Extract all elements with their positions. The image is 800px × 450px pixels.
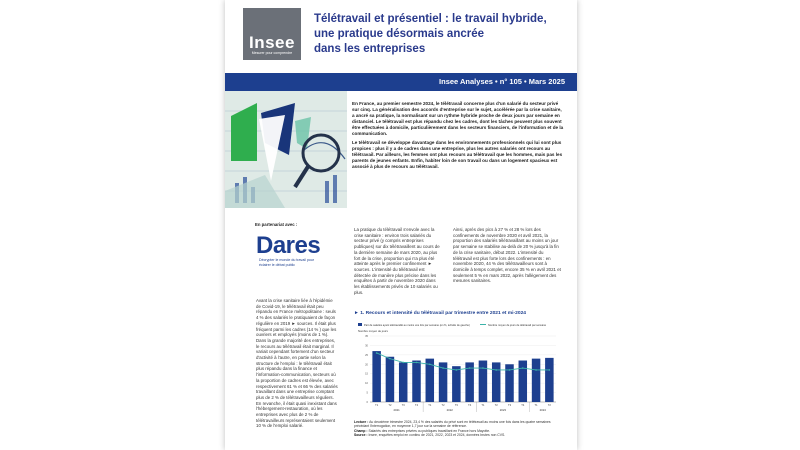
days-point bbox=[549, 369, 551, 371]
abstract-paragraph: Le télétravail se développe davantage dans les environnements professionnels qui lui sont plus propices : plus il y a de cadres dans une entreprise, plus les autres salariés ont recours au télétravail. Par ailleurs, les femmes ont plus recours au télétravail que les hommes, mais pas les parents de jeunes enfants. Enfin, habiter loin de son travail ou dans un logement spacieux est associé à plus de recours au télétravail. bbox=[352, 140, 563, 169]
days-point bbox=[535, 369, 537, 371]
legend-entry: Part de salariés ayant télétravaillé au moins une fois par semaine (en %, échelle de gauche) bbox=[364, 324, 470, 327]
y-tick-label: 20 bbox=[365, 363, 368, 367]
x-tick-label: T1 bbox=[375, 404, 379, 407]
x-tick-label: T1 bbox=[481, 404, 485, 407]
x-tick-label: T4 bbox=[521, 404, 525, 407]
x-tick-label: T2 bbox=[494, 404, 498, 407]
bar bbox=[492, 362, 501, 402]
bar bbox=[545, 358, 554, 402]
note-lecture-text: Au deuxième trimestre 2024, 23,4 % des salariés du privé sont en télétravail au moins une fois dans les quatre semaines précédant l'interrogation, en moyenne 1,7 jour sur la semaine de référence. bbox=[354, 420, 551, 429]
bar bbox=[479, 361, 488, 402]
note-source-label: Source : bbox=[354, 432, 368, 437]
x-tick-label: T3 bbox=[454, 404, 458, 407]
bar bbox=[452, 366, 461, 402]
y-tick-label: 30 bbox=[365, 344, 368, 348]
y-tick-label: 10 bbox=[365, 382, 368, 386]
title-line: Télétravail et présentiel : le travail hybride, bbox=[314, 13, 547, 25]
chart-notes bbox=[354, 420, 564, 437]
days-point bbox=[389, 358, 391, 360]
chart-title: ► 1. Recours et intensité du télétravail par trimestre entre 2021 et mi-2024 bbox=[354, 311, 527, 316]
title-line: dans les entreprises bbox=[314, 43, 426, 55]
days-point bbox=[376, 352, 378, 354]
days-point bbox=[442, 367, 444, 369]
body-column-3: Ainsi, après des pics à 27 % et 28 % lors des confinements de novembre 2020 et avril 2021, la proportion des salariés télétravaillant au moins un jour par semaine se stabilise au-delà de 20 % jusqu'à la fin de la crise sanitaire, début 2022. L'intensité du télétravail est plus forte lors des confinements : en novembre 2020, 44 % des télétravailleurs sont à domicile à temps complet, encore 35 % en avril 2021 et seulement 5 % en mars 2022, après l'allègement des mesures sanitaires. bbox=[453, 227, 561, 284]
x-tick-label: T2 bbox=[441, 404, 445, 407]
hero-graphic bbox=[225, 91, 347, 208]
insee-logo bbox=[243, 8, 301, 60]
x-tick-label: T4 bbox=[414, 404, 419, 407]
bar bbox=[412, 361, 421, 402]
series-label: Insee Analyses • n° 105 • Mars 2025 bbox=[439, 77, 565, 86]
year-label: 2024 bbox=[539, 408, 546, 412]
days-point bbox=[522, 367, 524, 369]
days-point bbox=[416, 362, 418, 364]
partner-label: En partenariat avec : bbox=[255, 222, 298, 227]
x-tick-label: T3 bbox=[507, 404, 512, 407]
days-point bbox=[495, 369, 497, 371]
legend-bar-swatch bbox=[358, 323, 362, 326]
y-tick-label: 0 bbox=[366, 401, 368, 404]
bar bbox=[399, 362, 408, 402]
body-column-2: La pratique du télétravail s'envole avec la crise sanitaire : environ trois salariés du secteur privé (y compris entreprises publiques) sur dix télétravaillent au cours de la dernière semaine de mars 2020, au plus fort de la crise, proportion qui n'a plus été atteinte après le premier confinement ► sources. L'intensité du télétravail est détectée de manière plus précise dans les enquêtes à partir de novembre 2020 dans les établissements privés de 10 salariés ou plus. bbox=[354, 227, 440, 295]
legend-entry: Nombre moyen de jours de télétravail par semaine bbox=[488, 324, 547, 327]
title-line: une pratique désormais ancrée bbox=[314, 28, 485, 40]
logo-tagline: Mesurer pour comprendre bbox=[251, 51, 293, 55]
y-tick-label: 35 bbox=[365, 335, 368, 338]
year-label: 2022 bbox=[446, 408, 453, 412]
abstract bbox=[352, 101, 564, 173]
note-lecture bbox=[354, 420, 564, 429]
bar bbox=[519, 361, 528, 402]
note-champ-label: Champ : bbox=[354, 428, 368, 433]
x-tick-label: T4 bbox=[468, 404, 472, 407]
abstract-paragraph: En France, au premier semestre 2024, le télétravail concerne plus d'un salarié du secteur privé sur cinq. La généralisation des accords d'entreprise sur le sujet, accélérée par la crise sanitaire, a ancré sa pratique, la normalisant sur un rythme hybride proche de deux jours par semaine en distanciel. Le télétravail est plus répandu chez les cadres, dont les tâches peuvent plus souvent être effectuées à domicile, particulièrement dans les secteurs financiers, de l'information et de la communication. bbox=[352, 101, 564, 136]
year-label: 2021 bbox=[393, 408, 400, 412]
days-point bbox=[469, 367, 471, 369]
series-band bbox=[225, 73, 577, 91]
bar bbox=[372, 351, 381, 402]
telework-chart bbox=[356, 322, 564, 418]
bar bbox=[386, 357, 395, 402]
page-title bbox=[314, 12, 564, 57]
note-source-text: Insee, enquêtes emploi en continu de 2021, 2022, 2023 et 2024, données brutes non CVS. bbox=[368, 432, 506, 437]
days-point bbox=[482, 367, 484, 369]
dares-logo: Dares bbox=[256, 232, 321, 259]
y-tick-label: 15 bbox=[365, 372, 368, 376]
note-lecture-label: Lecture : bbox=[354, 420, 369, 424]
bar bbox=[532, 359, 541, 402]
days-point bbox=[509, 369, 511, 371]
note-champ-text: Salariés des entreprises privées ou publiques travaillant en France hors Mayotte. bbox=[368, 428, 491, 433]
x-tick-label: T1 bbox=[428, 404, 432, 407]
x-tick-label: T1 bbox=[534, 404, 538, 407]
days-point bbox=[429, 363, 431, 365]
dares-tagline: Décrypter le monde du travail pour éclairer le débat public bbox=[259, 258, 315, 267]
report-page bbox=[225, 0, 577, 450]
y-tick-label: 5 bbox=[366, 391, 368, 395]
x-tick-label: T2 bbox=[547, 404, 551, 407]
hero-illustration bbox=[225, 91, 347, 208]
x-tick-label: T3 bbox=[401, 404, 405, 407]
days-point bbox=[402, 362, 404, 364]
note-source bbox=[354, 433, 564, 437]
days-point bbox=[456, 369, 458, 371]
y-axis-label: Nombre moyen de jours bbox=[358, 329, 388, 333]
body-column-1: Avant la crise sanitaire liée à l'épidémie de Covid-19, le télétravail était peu répandu en France métropolitaine : seuls 4 % des salariés le pratiquaient de façon régulière en 2019 ► sources. Il était plus fréquent parmi les cadres (14 % ) que les ouvriers et employés (moins de 1 %). Dans la grande majorité des entreprises, le recours au télétravail était marginal. Il variait cependant fortement d'un secteur d'activité à l'autre, en partie selon la structure de l'emploi : le télétravail était plus répandu dans la finance et l'information-communication, secteurs où la proportion de cadres est élevée, avec respectivement 61 % et 66 % des salariés travaillant dans une entreprise comptant plus de 2 % de télétravailleurs réguliers. En revanche, il était quasi inexistant dans l'hébergement-restauration, où les entreprises avec plus de 2 % de télétravailleurs représentaient seulement 10 % de l'emploi salarié. bbox=[256, 298, 338, 429]
y-tick-label: 25 bbox=[365, 353, 368, 357]
logo-name: Insee bbox=[249, 33, 295, 52]
year-label: 2023 bbox=[499, 408, 506, 412]
x-tick-label: T2 bbox=[388, 404, 392, 407]
